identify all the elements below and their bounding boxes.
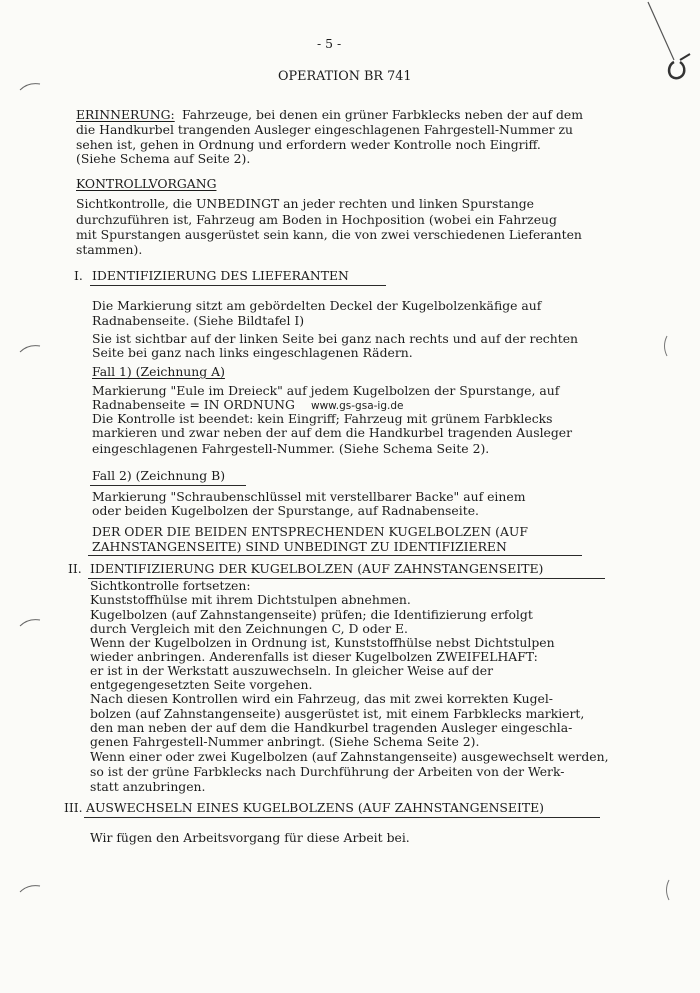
section-3-heading: AUSWECHSELN EINES KUGELBOLZENS (AUF ZAHNSTANGENSEITE) <box>86 800 544 815</box>
page-number: - 5 - <box>317 36 342 51</box>
control-heading-text: KONTROLLVORGANG <box>76 176 217 191</box>
margin-mark <box>660 334 670 358</box>
section-3-line: Wir fügen den Arbeitsvorgang für diese Arbeit bei. <box>90 830 410 845</box>
case-1-line: Markierung "Eule im Dreieck" auf jedem Kugelbolzen der Spurstange, auf <box>92 383 560 398</box>
section-1-line: Die Markierung sitzt am gebördelten Deckel der Kugelbolzenkäfige auf <box>92 298 542 313</box>
reminder-line: (Siehe Schema auf Seite 2). <box>76 151 251 166</box>
section-1-line: Radnabenseite. (Siehe Bildtafel I) <box>92 313 305 328</box>
case-1-heading-text: Fall 1) (Zeichnung A) <box>92 364 225 379</box>
case-1-line: Die Kontrolle ist beendet: kein Eingriff; Fahrzeug mit grünem Farbklecks <box>92 411 553 426</box>
section-2-line: er ist in der Werkstatt auszuwechseln. In gleicher Weise auf der <box>90 663 494 678</box>
punch-hole-mark <box>18 880 42 896</box>
section-2-line: Wenn einer oder zwei Kugelbolzen (auf Zahnstangenseite) ausgewechselt werden, <box>90 749 609 764</box>
case-1-heading <box>92 364 225 379</box>
control-line: mit Spurstangen ausgerüstet sein kann, die von zwei verschiedenen Lieferanten <box>76 227 582 242</box>
section-1-rule <box>90 285 386 286</box>
section-3-number: III. <box>64 800 83 815</box>
section-2-line: Kunststoffhülse mit ihrem Dichtstulpen abnehmen. <box>90 592 411 607</box>
reminder-label-text: ERINNERUNG: <box>76 107 175 122</box>
section-2-line: genen Fahrgestell-Nummer anbringt. (Siehe Schema Seite 2). <box>90 734 480 749</box>
reminder-line: die Handkurbel trangenden Ausleger eingeschlagenen Fahrgestell-Nummer zu <box>76 122 574 137</box>
section-2-line: Sichtkontrolle fortsetzen: <box>90 578 251 593</box>
section-1-line: Seite bei ganz nach links eingeschlagenen Rädern. <box>92 345 413 360</box>
punch-hole-mark <box>18 78 42 94</box>
section-2-number: II. <box>68 561 82 576</box>
section-1-number: I. <box>74 268 83 283</box>
section-2-heading: IDENTIFIZIERUNG DER KUGELBOLZEN (AUF ZAHNSTANGENSEITE) <box>90 561 544 576</box>
page-title: OPERATION BR 741 <box>278 69 412 84</box>
punch-hole-mark <box>18 614 42 630</box>
case-2-heading: Fall 2) (Zeichnung B) <box>92 468 226 483</box>
scan-corner-mark <box>640 0 700 90</box>
case-1-line: markieren und zwar neben der auf dem die Handkurbel tragenden Ausleger <box>92 425 573 440</box>
reminder-label <box>76 107 175 122</box>
case-2-caps: ZAHNSTANGENSEITE) SIND UNBEDINGT ZU IDENTIFIZIEREN <box>92 539 507 554</box>
control-heading <box>76 176 216 191</box>
section-2-line: Kugelbolzen (auf Zahnstangenseite) prüfen; die Identifizierung erfolgt <box>90 607 533 622</box>
case-1-line: eingeschlagenen Fahrgestell-Nummer. (Siehe Schema Seite 2). <box>92 441 490 456</box>
section-1-line: Sie ist sichtbar auf der linken Seite bei ganz nach rechts und auf der rechten <box>92 331 579 346</box>
section-1-heading: IDENTIFIZIERUNG DES LIEFERANTEN <box>92 268 349 283</box>
watermark-url: www.gs-gsa-ig.de <box>311 400 404 412</box>
control-line: Sichtkontrolle, die UNBEDINGT an jeder rechten und linken Spurstange <box>76 196 534 211</box>
reminder-line: sehen ist, gehen in Ordnung und erfordern weder Kontrolle noch Eingriff. <box>76 137 541 152</box>
section-2-line: so ist der grüne Farbklecks nach Durchführung der Arbeiten von der Werk- <box>90 764 565 779</box>
section-2-top-rule <box>88 555 582 556</box>
section-2-line: bolzen (auf Zahnstangenseite) ausgerüstet ist, mit einem Farbklecks markiert, <box>90 706 585 721</box>
control-line: durchzuführen ist, Fahrzeug am Boden in Hochposition (wobei ein Fahrzeug <box>76 212 557 227</box>
section-2-line: statt anzubringen. <box>90 779 206 794</box>
case-2-caps: DER ODER DIE BEIDEN ENTSPRECHENDEN KUGELBOLZEN (AUF <box>92 524 528 539</box>
reminder-line: Fahrzeuge, bei denen ein grüner Farbklecks neben der auf dem <box>182 107 583 122</box>
punch-hole-mark <box>18 340 42 356</box>
section-2-line: durch Vergleich mit den Zeichnungen C, D oder E. <box>90 621 408 636</box>
section-2-line: Wenn der Kugelbolzen in Ordnung ist, Kunststoffhülse nebst Dichtstulpen <box>90 635 555 650</box>
control-line: stammen). <box>76 242 143 257</box>
section-3-rule <box>84 817 600 818</box>
section-2-line: Nach diesen Kontrollen wird ein Fahrzeug, das mit zwei korrekten Kugel- <box>90 691 553 706</box>
section-2-line: wieder anbringen. Anderenfalls ist dieser Kugelbolzen ZWEIFELHAFT: <box>90 649 538 664</box>
case-2-line: Markierung "Schraubenschlüssel mit verstellbarer Backe" auf einem <box>92 489 526 504</box>
case-2-line: oder beiden Kugelbolzen der Spurstange, auf Radnabenseite. <box>92 503 479 518</box>
section-2-line: den man neben der auf dem die Handkurbel tragenden Ausleger eingeschla- <box>90 720 573 735</box>
margin-mark <box>662 878 672 902</box>
case-1-line: Radnabenseite = IN ORDNUNG <box>92 397 295 412</box>
section-2-line: entgegengesetzten Seite vorgehen. <box>90 677 313 692</box>
case-2-rule <box>90 485 246 486</box>
